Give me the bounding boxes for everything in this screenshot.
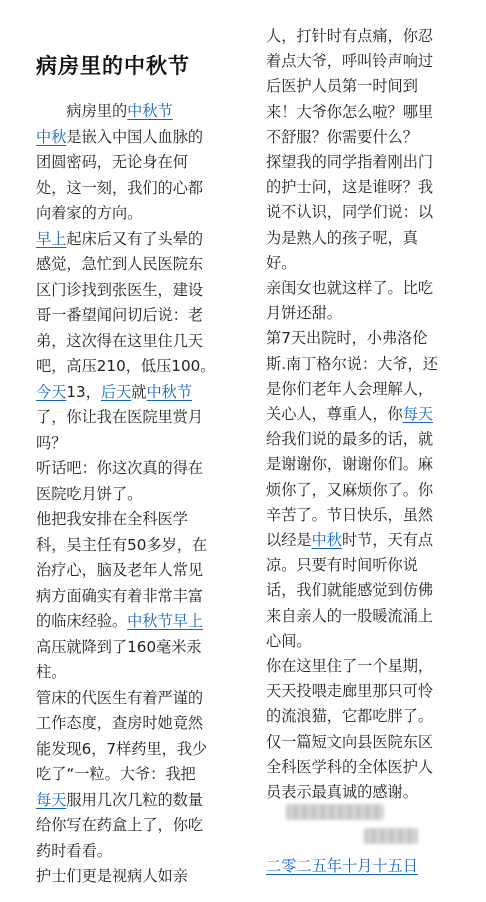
- text-line: [36, 713, 203, 733]
- text-line: [36, 280, 203, 300]
- text-line: [266, 530, 433, 550]
- text-line: [266, 278, 433, 298]
- text-segment: 吗？: [36, 433, 67, 452]
- text-segment: 弟，这次得在这里住几天: [36, 331, 204, 350]
- text-line: [266, 454, 433, 474]
- text-segment: 时节，天有点: [341, 531, 434, 549]
- text-line: [266, 354, 438, 374]
- text-line: [266, 202, 433, 222]
- text-segment: 你在这里住了一个星期，: [266, 657, 434, 675]
- text-segment: 给我们说的最多的话，就: [266, 430, 434, 449]
- text-line: [266, 480, 433, 500]
- text-line: [36, 254, 203, 274]
- text-line: [36, 458, 203, 478]
- text-segment: 着点大爷，呼叫铃声响过: [266, 52, 434, 71]
- text-line: [266, 127, 418, 147]
- text-segment: 区门诊找到张医生，建设: [36, 280, 204, 299]
- text-segment: 吃了“一粒。大爷：我把: [36, 765, 196, 783]
- text-segment: 给你写在药盒上了，你吃: [36, 816, 204, 834]
- text-segment: 是谢谢你，谢谢你们。麻: [266, 455, 434, 474]
- keyword-link[interactable]: 每天: [402, 405, 434, 423]
- article-title: 病房里的中秋节: [36, 54, 190, 78]
- text-segment: 探望我的同学指着刚出门: [266, 153, 434, 171]
- text-line: [36, 178, 203, 198]
- text-line: [266, 555, 418, 575]
- text-line: [266, 379, 433, 399]
- text-line: [266, 253, 296, 273]
- text-line: [36, 560, 203, 580]
- text-segment: 治疗心，脑及老年人常见: [36, 561, 204, 579]
- text-segment: 不舒服？你需要什么？: [266, 127, 418, 146]
- text-segment: 工作态度，查房时她竟然: [36, 714, 204, 732]
- text-line: [266, 706, 433, 726]
- text-line: [266, 580, 433, 600]
- text-segment: 来自亲人的一股暖流涌上: [266, 606, 434, 625]
- keyword-link[interactable]: 中秋: [311, 531, 342, 549]
- text-segment: 高压就降到了160毫米汞: [36, 637, 202, 656]
- text-segment: 能发现6，7样药里，我少: [36, 739, 208, 758]
- blurred-signature-unit: [286, 804, 384, 820]
- text-line: [36, 407, 203, 427]
- keyword-link[interactable]: 今天: [36, 382, 67, 401]
- text-line: [266, 631, 312, 651]
- text-segment: 病方面确实有着非常丰富: [36, 586, 204, 605]
- text-segment: 斯.南丁格尔说：大爷，还: [266, 354, 438, 373]
- text-line: [266, 303, 342, 323]
- text-segment: 全科医学科的全体医护人: [266, 757, 434, 776]
- text-segment: 烦你了，又麻烦你了。你: [266, 480, 434, 499]
- text-line: [266, 656, 433, 676]
- text-segment: 感觉，急忙到人民医院东: [36, 255, 204, 273]
- text-line: [36, 509, 188, 529]
- text-segment: 来！大爷你怎么啦？哪里: [266, 102, 434, 121]
- keyword-link[interactable]: 每天: [36, 790, 67, 809]
- text-line: [36, 764, 196, 784]
- text-segment: 起床后又有了头晕的: [66, 229, 204, 248]
- text-line: [266, 26, 433, 46]
- text-line: [36, 662, 66, 682]
- text-segment: 他把我安排在全科医学: [36, 510, 188, 528]
- text-segment: 心间。: [266, 631, 312, 650]
- text-segment: 是嵌入中国人血脉的: [66, 127, 204, 146]
- text-line: [266, 404, 433, 424]
- text-line: [36, 688, 203, 708]
- text-line: [266, 782, 418, 802]
- text-segment: 向着家的方向。: [36, 204, 143, 222]
- text-line: [266, 757, 433, 777]
- text-line: [36, 203, 142, 223]
- text-segment: 话，我们就能感觉到仿佛: [266, 581, 434, 600]
- text-line: [266, 228, 418, 248]
- text-line: [36, 535, 207, 555]
- text-segment: 就: [131, 382, 147, 401]
- text-line: [36, 866, 188, 886]
- text-line: [36, 382, 192, 402]
- text-line: [36, 815, 203, 835]
- text-segment: 的临床经验。: [36, 612, 128, 630]
- keyword-link[interactable]: 后天: [100, 382, 132, 401]
- text-segment: 为是熟人的孩子呢，真: [266, 228, 418, 247]
- text-segment: 天天投喂走廊里那只可怜: [266, 682, 434, 701]
- text-segment: 凉。只要有时间听你说: [266, 556, 418, 575]
- text-segment: 第7天出院时，小弗洛伦: [266, 329, 428, 348]
- text-line: [36, 152, 188, 172]
- text-line: [36, 637, 202, 657]
- text-line: [266, 681, 433, 701]
- text-line: [36, 790, 203, 810]
- text-segment: 科，吴主任有50多岁，在: [36, 535, 208, 554]
- text-line: [36, 841, 112, 861]
- text-line: [36, 229, 203, 249]
- keyword-link[interactable]: 中秋节: [127, 102, 173, 120]
- text-segment: 服用几次几粒的数量: [66, 790, 204, 809]
- text-line: [266, 51, 433, 71]
- text-segment: 医院吃月饼了。: [36, 484, 143, 503]
- text-line: [266, 732, 433, 752]
- text-line: [36, 356, 215, 376]
- text-segment: 的护士问，这是谁呀？我: [266, 178, 434, 197]
- signature-date[interactable]: [266, 856, 418, 876]
- text-segment: 13，: [66, 382, 101, 401]
- text-line: [266, 429, 433, 449]
- date-link[interactable]: 二零二五年十月十五日: [266, 857, 418, 875]
- text-line: [266, 606, 433, 626]
- text-line: [36, 127, 203, 147]
- text-line: [36, 331, 203, 351]
- text-segment: 好。: [266, 253, 297, 272]
- text-segment: 病房里的: [36, 102, 128, 120]
- text-segment: 听话吧：你这次真的得在: [36, 459, 204, 477]
- text-segment: 是你们老年人会理解人，: [266, 379, 434, 398]
- text-segment: 护士们更是视病人如亲: [36, 867, 188, 885]
- text-segment: 辛苦了。节日快乐，虽然: [266, 505, 434, 524]
- text-line: [266, 102, 433, 122]
- keyword-link[interactable]: 中秋节早上: [127, 612, 204, 630]
- text-line: [36, 433, 66, 453]
- text-line: [36, 586, 203, 606]
- text-line: [266, 177, 433, 197]
- text-line: [36, 305, 203, 325]
- blurred-signature-name: [364, 828, 418, 844]
- text-segment: 吧，高压210，低压100。: [36, 357, 216, 375]
- text-line: [36, 484, 142, 504]
- text-segment: 仅一篇短文向县医院东区: [266, 732, 434, 751]
- text-segment: 的流浪猫，它都吃胖了。: [266, 707, 434, 726]
- text-segment: 说不认识，同学们说：以: [266, 203, 434, 222]
- keyword-link[interactable]: 中秋: [36, 127, 67, 146]
- text-line: [36, 739, 207, 759]
- text-segment: 亲闺女也就这样了。比吃: [266, 279, 434, 297]
- text-segment: 处，这一刻，我们的心都: [36, 178, 204, 197]
- text-segment: 员表示最真诚的感谢。: [266, 783, 418, 801]
- keyword-link[interactable]: 早上: [36, 229, 67, 248]
- keyword-link[interactable]: 中秋节: [146, 382, 193, 401]
- text-segment: 人，打针时有点痛，你忍: [266, 27, 434, 45]
- text-segment: 后医护人员第一时间到: [266, 77, 418, 96]
- text-line: [266, 152, 433, 172]
- text-segment: 管床的代医生有着严谨的: [36, 688, 204, 707]
- text-line: [36, 101, 173, 121]
- text-segment: 以经是: [266, 531, 312, 549]
- text-segment: 团圆密码，无论身在何: [36, 153, 188, 171]
- text-segment: 药时看看。: [36, 841, 112, 860]
- text-line: [36, 611, 203, 631]
- text-line: [266, 505, 433, 525]
- text-segment: 关心人，尊重人，你: [266, 405, 403, 423]
- text-line: [266, 76, 418, 96]
- text-segment: 柱。: [36, 663, 67, 681]
- text-segment: 哥一番望闻问切后说：老: [36, 306, 204, 324]
- text-segment: 了，你让我在医院里赏月: [36, 408, 204, 426]
- text-segment: 月饼还甜。: [266, 304, 342, 323]
- text-line: [266, 328, 428, 348]
